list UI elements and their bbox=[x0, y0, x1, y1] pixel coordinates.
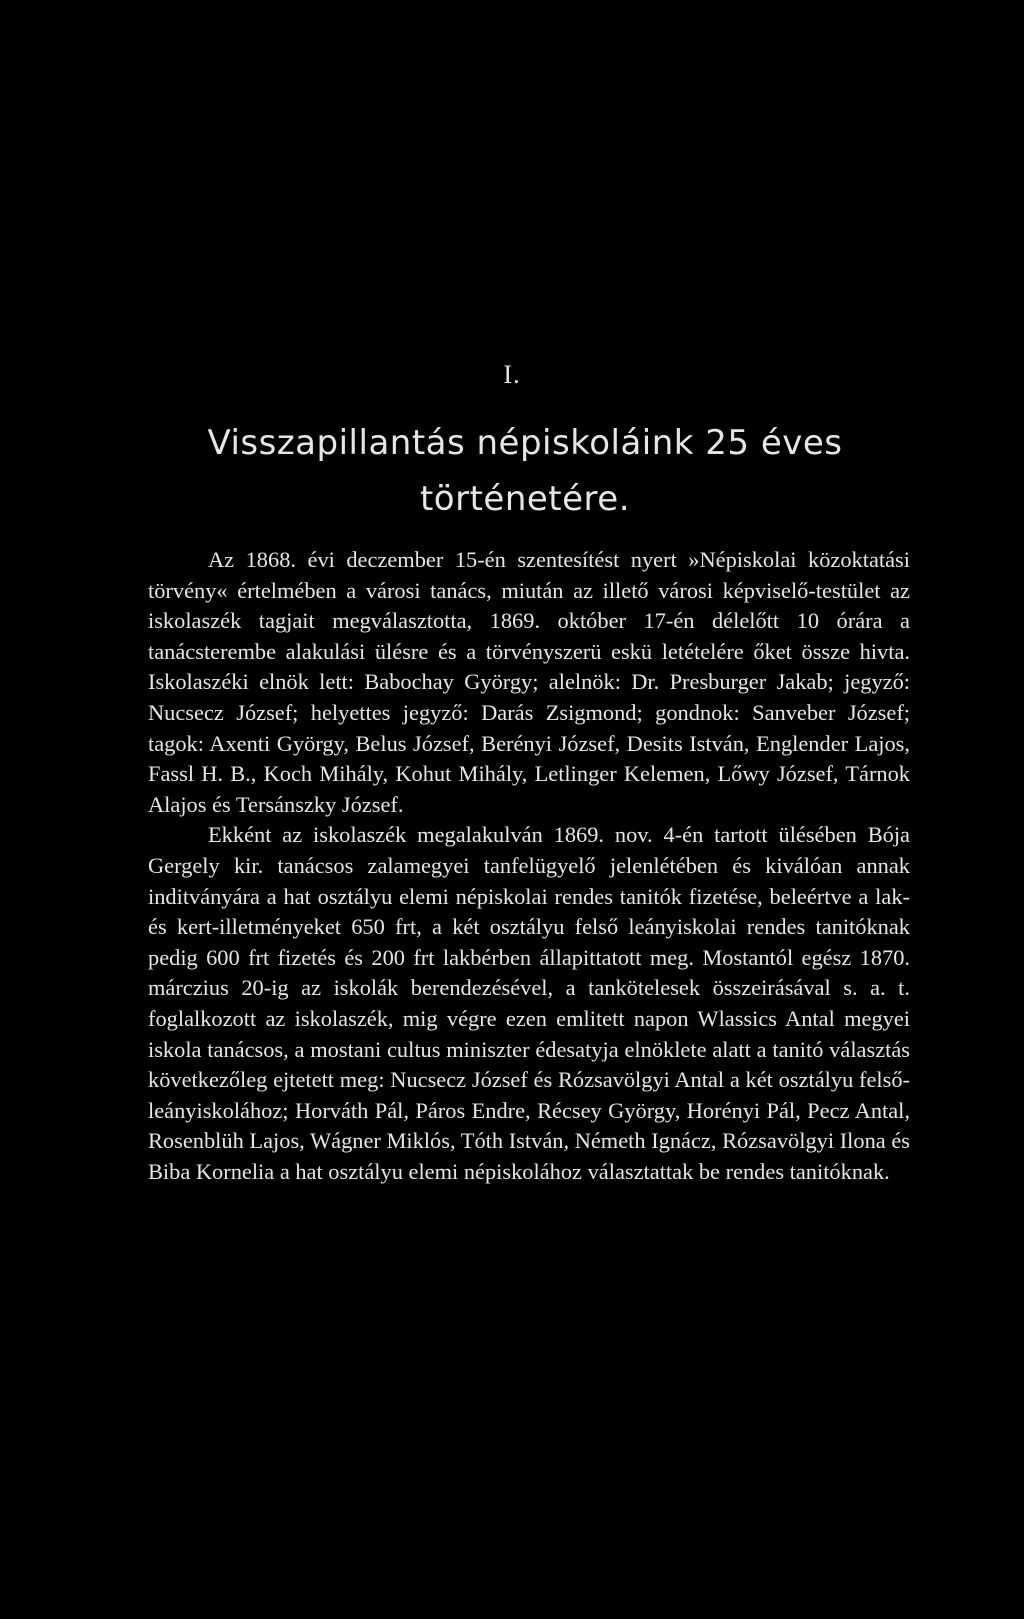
paragraph: Az 1868. évi deczember 15-én szentesítést nyert »Népiskolai közoktatási törvény« értelmében a városi tanács, miután az illető városi képviselő-testület az iskolaszék tagjait megválasztotta, 1869. október 17-én délelőtt 10 órára a tanácsterembe alakulási ülésre és a törvényszerü eskü letételére őket össze hivta. Iskolaszéki elnök lett: Babochay György; alelnök: Dr. Presburger Jakab; jegyző: Nucsecz József; helyettes jegyző: Darás Zsigmond; gondnok: Sanveber József; tagok: Axenti György, Belus József, Berényi József, Desits István, Englender Lajos, Fassl H. B., Koch Mihály, Kohut Mihály, Letlinger Kelemen, Lőwy József, Tárnok Alajos és Tersánszky József. bbox=[148, 547, 910, 817]
chapter-title bbox=[150, 415, 900, 527]
chapter-number: I. bbox=[503, 360, 521, 389]
body-text bbox=[148, 545, 910, 1187]
paragraph: Ekként az iskolaszék megalakulván 1869. nov. 4-én tartott ülésében Bója Gergely kir. tanácsos zalamegyei tanfelügyelő jelenlétében és kiválóan annak inditványára a hat osztályu elemi népiskolai rendes tanitók fizetése, beleértve a lak- és kert-illetményeket 650 frt, a két osztályu felső leányiskolai rendes tanitóknak pedig 600 frt fizetés és 200 frt lakbérben állapittatott meg. Mostantól egész 1870. márczius 20-ig az iskolák berendezésével, a tankötelesek összeirásával s. a. t. foglalkozott az iskolaszék, mig végre ezen emlitett napon Wlassics Antal megyei iskola tanácsos, a mostani cultus miniszter édesatyja elnöklete alatt a tanitó választás következőleg ejtetett meg: Nucsecz József és Rózsavölgyi Antal a két osztályu felső-leányiskolához; Horváth Pál, Páros Endre, Récsey György, Horényi Pál, Pecz Antal, Rosenblüh Lajos, Wágner Miklós, Tóth István, Németh Ignácz, Rózsavölgyi Ilona és Biba Kornelia a hat osztályu elemi népiskolához választattak be rendes tanitóknak. bbox=[148, 822, 910, 1184]
chapter-title-line-1: Visszapillantás népiskoláink 25 éves bbox=[207, 423, 843, 463]
chapter-title-line-2: történetére. bbox=[419, 479, 631, 519]
